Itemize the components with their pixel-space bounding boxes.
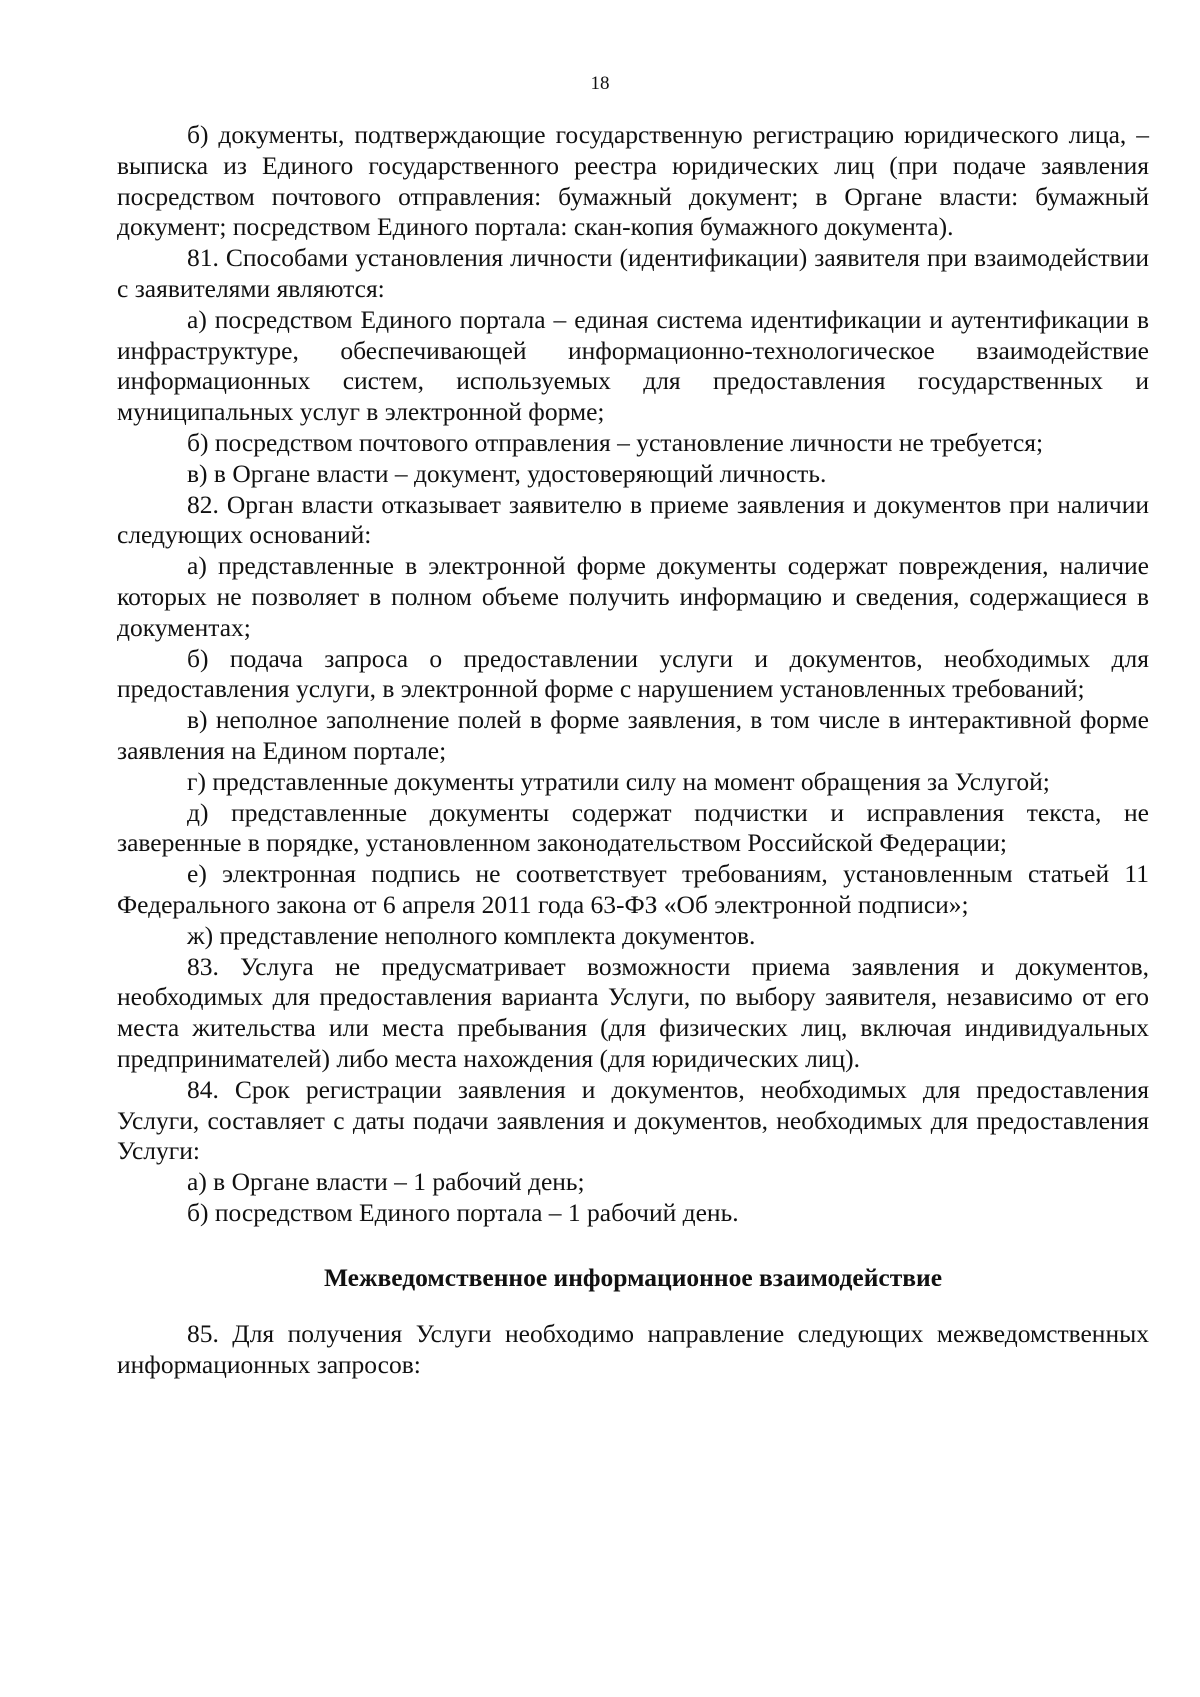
page-number: 18 (590, 73, 610, 94)
paragraph: в) неполное заполнение полей в форме заявления, в том числе в интерактивной форме заявления на Едином портале; (117, 705, 1149, 765)
document-body (117, 120, 1149, 1381)
paragraph: е) электронная подпись не соответствует требованиям, установленным статьей 11 Федерального закона от 6 апреля 2011 года 63-ФЗ «Об электронной подписи»; (117, 859, 1149, 919)
paragraph: 83. Услуга не предусматривает возможности приема заявления и документов, необходимых для предоставления варианта Услуги, по выбору заявителя, независимо от его места жительства или места пребывания (для физических лиц, включая индивидуальных предпринимателей) либо места нахождения (для юридических лиц). (117, 951, 1149, 1073)
paragraph: а) в Органе власти – 1 рабочий день; (187, 1167, 585, 1197)
paragraph: г) представленные документы утратили силу на момент обращения за Услугой; (187, 766, 1050, 796)
section-heading: Межведомственное информационное взаимодействие (323, 1262, 943, 1292)
spacer (117, 1229, 1149, 1263)
paragraph: 84. Срок регистрации заявления и документов, необходимых для предоставления Услуги, составляет с даты подачи заявления и документов, необходимых для предоставления Услуги: (117, 1074, 1149, 1166)
paragraph: ж) представление неполного комплекта документов. (187, 920, 756, 950)
paragraph: 85. Для получения Услуги необходимо направление следующих межведомственных информационных запросов: (117, 1319, 1149, 1380)
spacer (117, 1293, 1149, 1319)
paragraph: б) посредством Единого портала – 1 рабочий день. (187, 1197, 739, 1227)
paragraph: б) посредством почтового отправления – установление личности не требуется; (187, 427, 1044, 457)
paragraph: б) подача запроса о предоставлении услуги и документов, необходимых для предоставления услуги, в электронной форме с нарушением установленных требований; (117, 643, 1149, 704)
paragraph: д) представленные документы содержат подчистки и исправления текста, не заверенные в порядке, установленном законодательством Российской Федерации; (117, 797, 1149, 858)
paragraph: б) документы, подтверждающие государственную регистрацию юридического лица, – выписка из Единого государственного реестра юридических лиц (при подаче заявления посредством почтового отправления: бумажный документ; в Органе власти: бумажный документ; посредством Единого портала: скан-копия бумажного документа). (117, 120, 1149, 242)
paragraph: а) представленные в электронной форме документы содержат повреждения, наличие которых не позволяет в полном объеме получить информацию и сведения, содержащиеся в документах; (117, 551, 1149, 642)
paragraph: 82. Орган власти отказывает заявителю в приеме заявления и документов при наличии следующих оснований: (117, 489, 1149, 550)
paragraph: в) в Органе власти – документ, удостоверяющий личность. (187, 458, 827, 488)
paragraph: а) посредством Единого портала – единая система идентификации и аутентификации в инфраструктуре, обеспечивающей информационно-технологическое взаимодействие информационных систем, используемых для предоставления государственных и муниципальных услуг в электронной форме; (117, 304, 1149, 427)
paragraph: 81. Способами установления личности (идентификации) заявителя при взаимодействии с заявителями являются: (117, 243, 1149, 303)
